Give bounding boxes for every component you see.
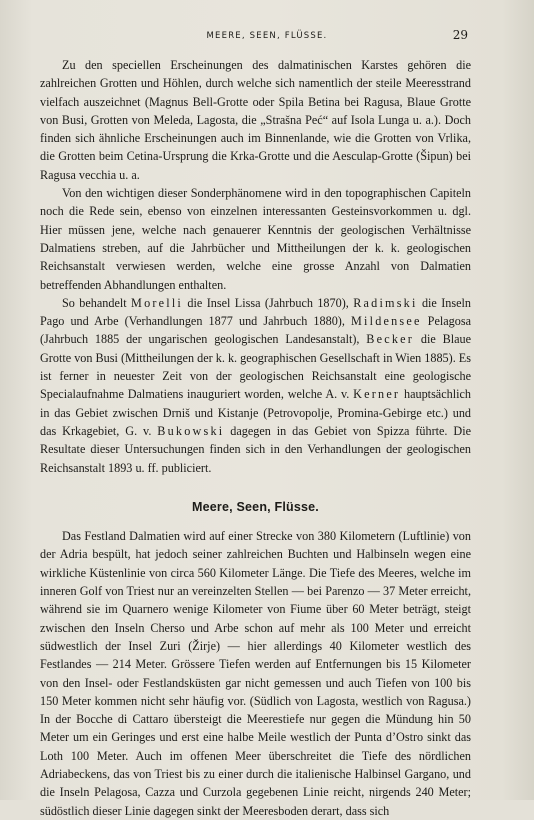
text-run: die Insel Lissa (Jahrbuch 1870), (183, 295, 354, 310)
text-run: Von den wichtigen dieser Sonderphänomene wird in den topographischen Capiteln noch die Rede sein, ebenso von einzelnen interessanten Gesteinsvorkommen u. dgl. Hier müssen jene, welche nach genauerer Kenntnis der geologischen Verhältnisse Dalmatiens streben, auf die Jahrbücher und Mittheilungen der k. k. geologischen Reichsanstalt verwiesen werden, welche eine grosse Anzahl von Dalmatien betreffenden Abhandlungen enthalten. (40, 186, 471, 292)
paragraph-sonderphaenomene (40, 184, 471, 294)
body-text (40, 56, 471, 820)
author-name: Becker (366, 332, 415, 347)
text-run: die Inseln Pago und Arbe (Verhandlungen 1877 und Jahrbuch 1880), (40, 295, 472, 329)
text-run: So behandelt (62, 295, 132, 310)
paragraph-abhandlungen (40, 294, 471, 477)
author-name: Mildensee (351, 314, 422, 329)
text-run: hauptsächlich in das Gebiet zwischen Drniš und Kistanje (Petrovopolje, Promina-Gebirge etc.) und das Krkagebiet, G. v. (40, 387, 471, 438)
running-head: MEERE, SEEN, FLÜSSE. (206, 31, 328, 41)
author-name: Bukowski (157, 423, 225, 438)
author-name: Morelli (131, 295, 184, 310)
text-run: dagegen in das Gebiet von Spizza führte. Die Resultate dieser Untersuchungen finden sich in den Verhandlungen der geologischen Reichsanstalt 1893 u. ff. publiciert. (40, 423, 471, 475)
author-name: Kerner (353, 387, 401, 402)
text-run: die Blaue Grotte von Busi (Mittheilungen der k. k. geographischen Gesellschaft in Wien 1885). Es ist ferner in neuester Zeit von der geologischen Reichsanstalt eine geologische Specialaufnahme Dalmatiens inauguriert worden, welche A. v. (40, 332, 471, 402)
page-number: 29 (452, 28, 468, 42)
text-run: Pelagosa (Jahrbuch 1885 der ungarischen geologischen Landesanstalt), (40, 314, 471, 347)
paragraph-festland: Das Festland Dalmatien wird auf einer Strecke von 380 Kilometern (Luftlinie) von der Adria bespült, hat jedoch seiner zahlreichen Buchten und Halbinseln wegen eine wirkliche Küstenlinie von circa 560 Kilometer Länge. Die Tiefe des Meeres, welche im inneren Golf von Triest nur an vereinzelten Stellen — bei Parenzo — 37 Meter erreicht, während sie im Quarnero wenige Kilometer von Fiume über 60 Meter beträgt, steigt zwischen den Inseln Cherso und Arbe schon auf mehr als 100 Meter und erreicht südwestlich der Insel Zuri (Žirje) — hier allerdings 40 Kilometer westlich des Festlandes — 214 Meter. Grössere Tiefen werden auf Entfernungen bis 15 Kilometer von den Insel- oder Festlandsküsten gar nicht gemessen und auch Tiefen von 100 bis 150 Meter kommen nicht sehr häufig vor. (Südlich von Lagosta, westlich von Ragusa.) In der Bocche di Cattaro übersteigt die Meerestiefe nur gegen die Mündung hin 50 Meter um ein Geringes und erst eine halbe Meile westlich der Punta d’Ostro sinkt das Loth 100 Meter. Auch im offenen Meer überschreitet die Tiefe des nördlichen Adriabeckens, das von Triest bis zu einer durch die italienische Halbinsel Gargano, und die Inseln Pelagosa, Cazza und Curzola gegebenen Linie reicht, nirgends 240 Meter; südöstlich dieser Linie dagegen sinkt der Meeresboden derart, dass sich (40, 529, 471, 818)
paragraph-grotten (40, 56, 471, 184)
text-run: Zu den speciellen Erscheinungen des dalmatinischen Karstes gehören die zahlreichen Grotten und Höhlen, durch welche sich namentlich der steile Meeresstrand vielfach auszeichnet (Magnus Bell-Grotte oder Spila Betina bei Ragusa, Blaue Grotte von Busi, Grotten von Meleda, Lagosta, die „Strašna Peć“ auf Isola Lunga u. a.). Doch finden sich ähnliche Erscheinungen auch im Binnenlande, wie die Grotten von Vrlika, die Grotten beim Cetina-Ursprung die Krka-Grotte und die Aesculap-Grotte (Šipun) bei Ragusa vecchia u. a. (40, 58, 471, 182)
author-name: Radimski (353, 295, 418, 310)
section-heading: Meere, Seen, Flüsse. (192, 499, 319, 514)
